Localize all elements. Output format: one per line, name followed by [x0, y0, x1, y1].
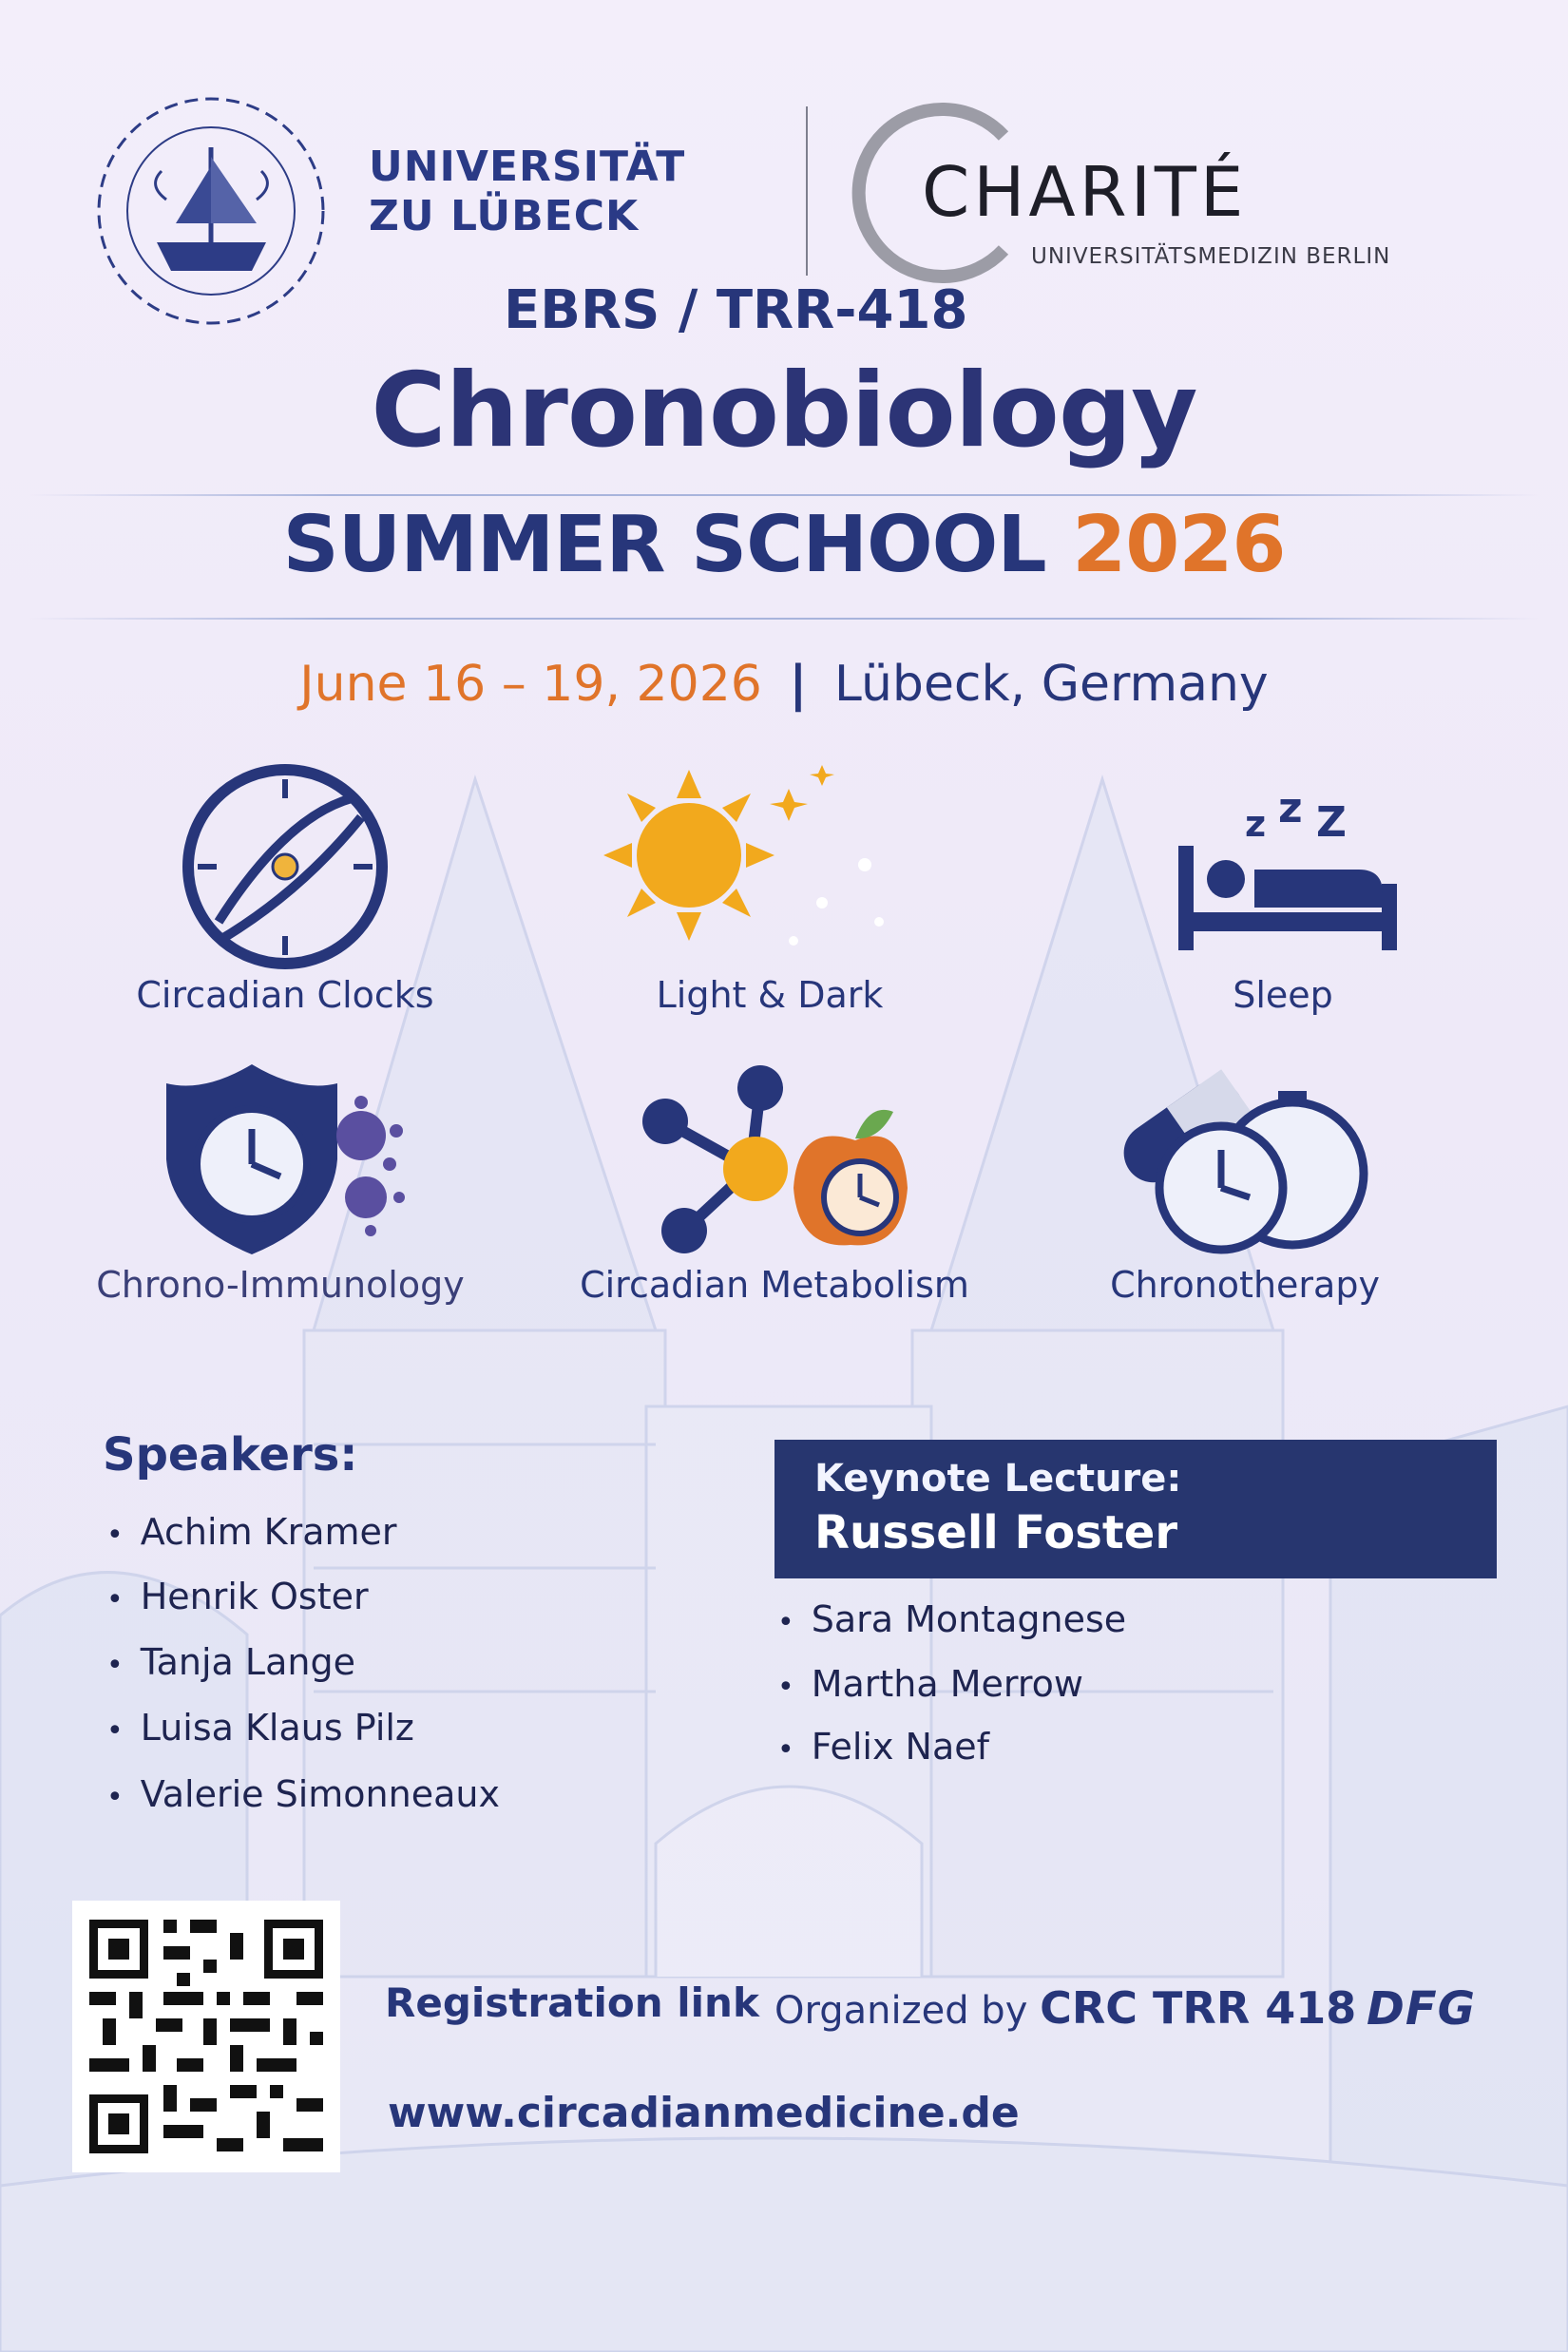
topic-chronotherapy [1083, 1055, 1406, 1306]
registration-qr-code[interactable] [72, 1901, 340, 2172]
topic-sleep [1140, 760, 1425, 1016]
charite-subtitle: UNIVERSITÄTSMEDIZIN BERLIN [1031, 244, 1391, 269]
poster-title: Chronobiology [371, 352, 1197, 470]
molecule-apple-clock-icon [618, 1055, 931, 1264]
university-seal-logo [90, 90, 333, 333]
logo-divider [806, 106, 808, 276]
event-dates: June 16 – 19, 2026 [299, 656, 762, 713]
date-separator: | [789, 656, 808, 713]
speakers-heading: Speakers: [103, 1428, 358, 1482]
topic-circadian-clocks [114, 760, 456, 1016]
poster-subtitle [0, 500, 1568, 590]
svg-text:z: z [1245, 803, 1267, 845]
date-location-line [0, 656, 1568, 713]
speaker-name: Tanja Lange [140, 1641, 355, 1683]
speaker-name: Achim Kramer [140, 1511, 397, 1553]
topic-label: Light & Dark [656, 974, 884, 1016]
clock-dna-icon [166, 760, 404, 974]
title-rule-bottom [29, 618, 1539, 620]
university-name-line2: ZU LÜBECK [369, 192, 640, 240]
speaker-list-item: • Felix Naef [777, 1726, 990, 1768]
organized-by-line [774, 1982, 1356, 2034]
topic-label: Chronotherapy [1110, 1264, 1380, 1306]
svg-text:Z: Z [1316, 798, 1347, 847]
university-name [369, 143, 685, 241]
speaker-name: Henrik Oster [140, 1576, 369, 1617]
program-label: EBRS / TRR-418 [504, 279, 968, 341]
organizer-name: CRC TRR 418 [1040, 1982, 1357, 2034]
topic-chrono-immunology [81, 1055, 480, 1306]
topic-label: Chrono-Immunology [96, 1264, 465, 1306]
keynote-speaker: Russell Foster [814, 1506, 1178, 1559]
keynote-label: Keynote Lecture: [814, 1457, 1182, 1501]
event-location: Lübeck, Germany [833, 656, 1269, 713]
speaker-list-item: • Tanja Lange [106, 1641, 355, 1683]
svg-text:z: z [1278, 784, 1303, 832]
topic-circadian-metabolism [575, 1055, 974, 1306]
speaker-list-item: • Achim Kramer [106, 1511, 397, 1553]
subtitle-year: 2026 [1072, 500, 1286, 590]
speaker-name: Martha Merrow [811, 1663, 1083, 1705]
university-name-line1: UNIVERSITÄT [369, 143, 686, 191]
pill-clocks-icon [1098, 1055, 1392, 1264]
speaker-name: Sara Montagnese [811, 1598, 1127, 1640]
subtitle-summer-school: SUMMER SCHOOL [282, 500, 1046, 590]
speaker-list-item: • Valerie Simonneaux [106, 1773, 500, 1815]
speaker-list-item: • Luisa Klaus Pilz [106, 1707, 414, 1749]
speaker-list-item: • Martha Merrow [777, 1663, 1083, 1705]
topic-light-dark [580, 760, 960, 1016]
speaker-name: Luisa Klaus Pilz [140, 1707, 414, 1749]
charite-name: CHARITÉ [922, 152, 1248, 232]
topic-label: Sleep [1233, 974, 1333, 1016]
bed-sleep-icon [1159, 760, 1406, 974]
topic-label: Circadian Clocks [136, 974, 434, 1016]
title-rule-top [29, 494, 1539, 496]
website-link[interactable]: www.circadianmedicine.de [388, 2089, 1020, 2137]
sun-moon-icon [589, 760, 950, 974]
registration-link[interactable]: Registration link [385, 1979, 759, 2026]
keynote-box [774, 1440, 1497, 1578]
organized-by-label: Organized by [774, 1989, 1028, 2033]
dfg-logo: DFG [1367, 1982, 1477, 2036]
speaker-name: Felix Naef [811, 1726, 990, 1768]
speaker-name: Valerie Simonneaux [140, 1773, 500, 1815]
speaker-list-item: • Henrik Oster [106, 1576, 369, 1617]
shield-clock-virus-icon [147, 1055, 413, 1264]
speaker-list-item: • Sara Montagnese [777, 1598, 1127, 1640]
topic-label: Circadian Metabolism [580, 1264, 969, 1306]
